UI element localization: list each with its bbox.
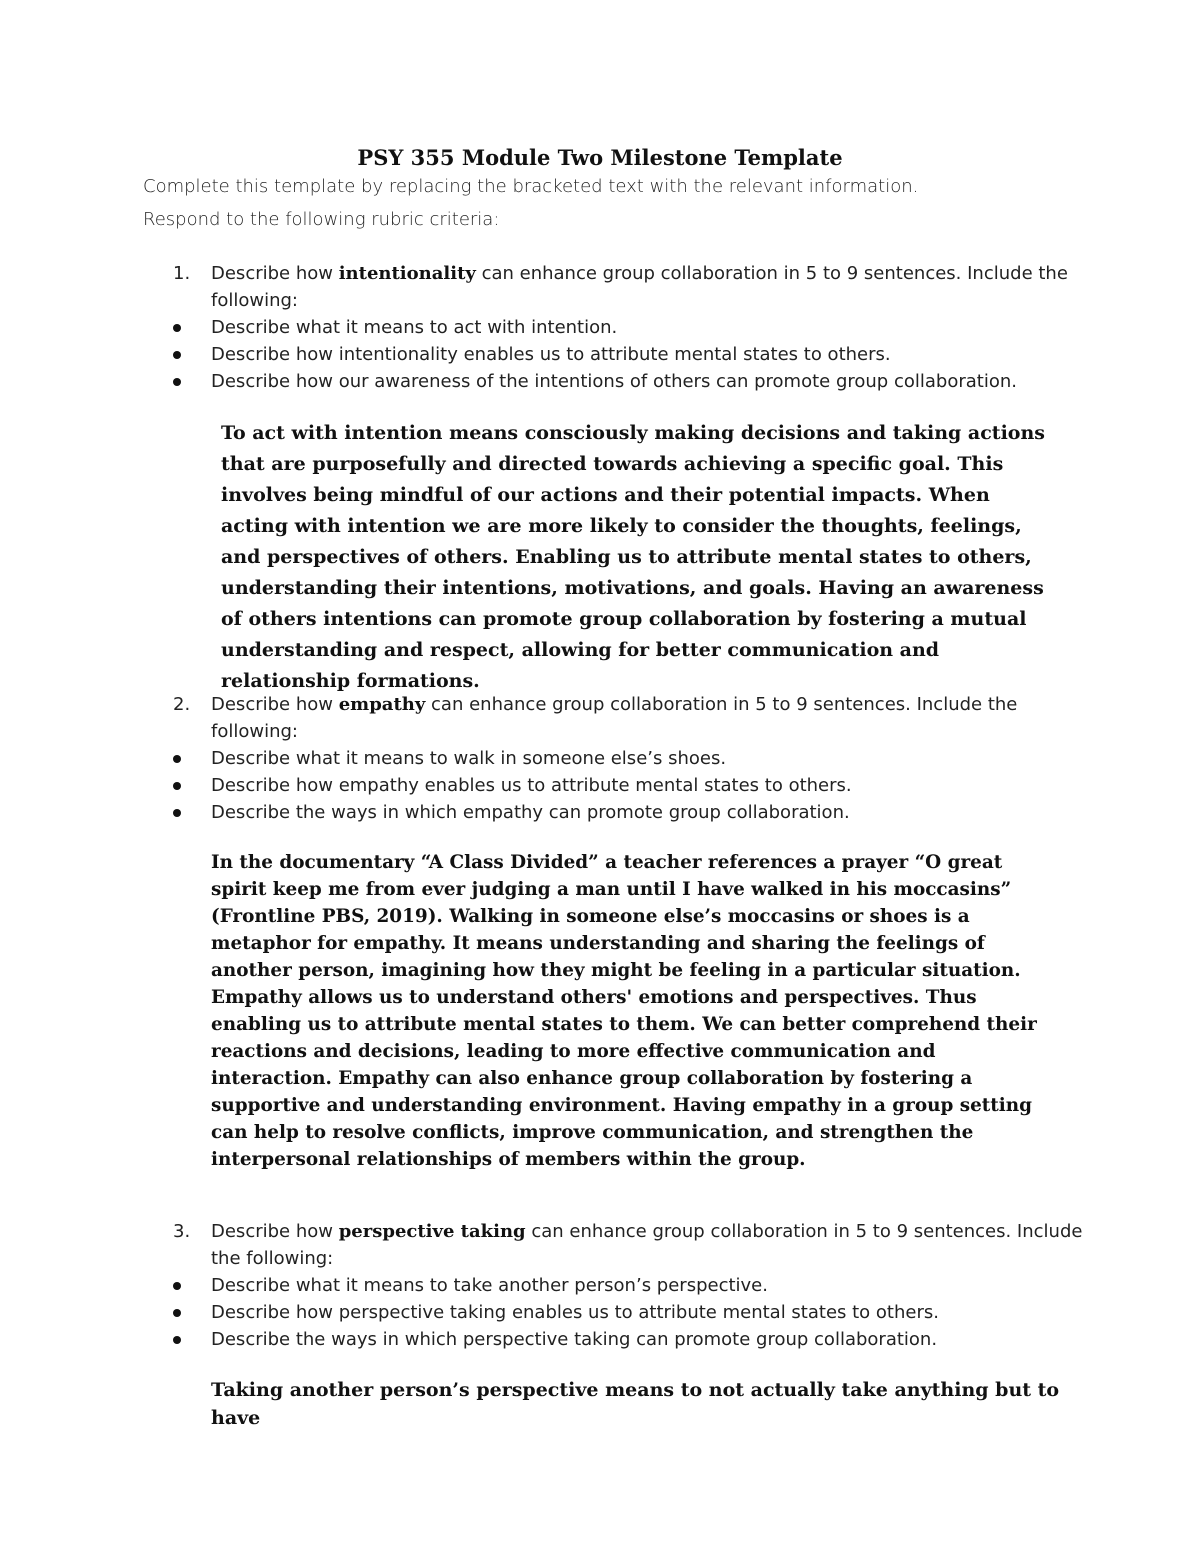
document-title: PSY 355 Module Two Milestone Template xyxy=(357,145,843,170)
list-item: Describe how perspective taking enables us to attribute mental states to others. xyxy=(143,1299,1103,1326)
bullet-icon xyxy=(173,378,181,386)
section-1-term: intentionality xyxy=(338,263,476,284)
intro-rubric-label: Respond to the following rubric criteria: xyxy=(143,209,500,230)
section-2-bullets xyxy=(143,745,1103,826)
section-3-answer: Taking another person’s perspective means to not actually take anything but to have xyxy=(211,1379,1060,1429)
bullet-icon xyxy=(173,1336,181,1344)
section-1-number: 1. xyxy=(173,263,191,284)
bullet-icon xyxy=(173,755,181,763)
list-item: Describe the ways in which perspective taking can promote group collaboration. xyxy=(143,1326,1103,1353)
list-item: Describe what it means to act with intention. xyxy=(143,314,1103,341)
list-item: Describe what it means to take another person’s perspective. xyxy=(143,1272,1103,1299)
list-item: Describe how intentionality enables us to attribute mental states to others. xyxy=(143,341,1103,368)
bullet-icon xyxy=(173,1282,181,1290)
bullet-icon xyxy=(173,351,181,359)
list-item: Describe what it means to walk in someone else’s shoes. xyxy=(143,745,1103,772)
bullet-icon xyxy=(173,324,181,332)
section-3-bullets xyxy=(143,1272,1103,1353)
section-2-prompt-text: Describe how empathy can enhance group collaboration in 5 to 9 sentences. Include the following: xyxy=(211,694,1018,742)
section-2-answer: In the documentary “A Class Divided” a teacher references a prayer “O great spirit keep me from ever judging a man until I have walked in his moccasins” (Frontline PBS, 2019). Walking in someone else’s moccasins or shoes is a metaphor for empathy. It means understanding and sharing the feelings of another person, imagining how they might be feeling in a particular situation. Empathy allows us to understand others' emotions and perspectives. Thus enabling us to attribute mental states to them. We can better comprehend their reactions and decisions, leading to more effective communication and interaction. Empathy can also enhance group collaboration by fostering a supportive and understanding environment. Having empathy in a group setting can help to resolve conflicts, improve communication, and strengthen the interpersonal relationships of members within the group. xyxy=(211,852,1037,1170)
section-2-number: 2. xyxy=(173,694,191,715)
bullet-icon xyxy=(173,1309,181,1317)
bullet-icon xyxy=(173,782,181,790)
section-1-prompt-text: Describe how intentionality can enhance group collaboration in 5 to 9 sentences. Include the following: xyxy=(211,263,1068,311)
list-item: Describe the ways in which empathy can promote group collaboration. xyxy=(143,799,1103,826)
section-1-answer: To act with intention means consciously making decisions and taking actions that are purposefully and directed towards achieving a specific goal. This involves being mindful of our actions and their potential impacts. When acting with intention we are more likely to consider the thoughts, feelings, and perspectives of others. Enabling us to attribute mental states to others, understanding their intentions, motivations, and goals. Having an awareness of others intentions can promote group collaboration by fostering a mutual understanding and respect, allowing for better communication and relationship formations. xyxy=(221,422,1045,692)
section-3-prompt-text: Describe how perspective taking can enhance group collaboration in 5 to 9 sentences. Include the following: xyxy=(211,1221,1083,1269)
section-3-number: 3. xyxy=(173,1221,191,1242)
section-3-term: perspective taking xyxy=(338,1221,526,1242)
bullet-icon xyxy=(173,809,181,817)
section-1-bullets xyxy=(143,314,1103,395)
section-2-term: empathy xyxy=(338,694,426,715)
list-item: Describe how our awareness of the intentions of others can promote group collaboration. xyxy=(143,368,1103,395)
list-item: Describe how empathy enables us to attribute mental states to others. xyxy=(143,772,1103,799)
intro-instructions: Complete this template by replacing the bracketed text with the relevant information. xyxy=(143,176,919,197)
